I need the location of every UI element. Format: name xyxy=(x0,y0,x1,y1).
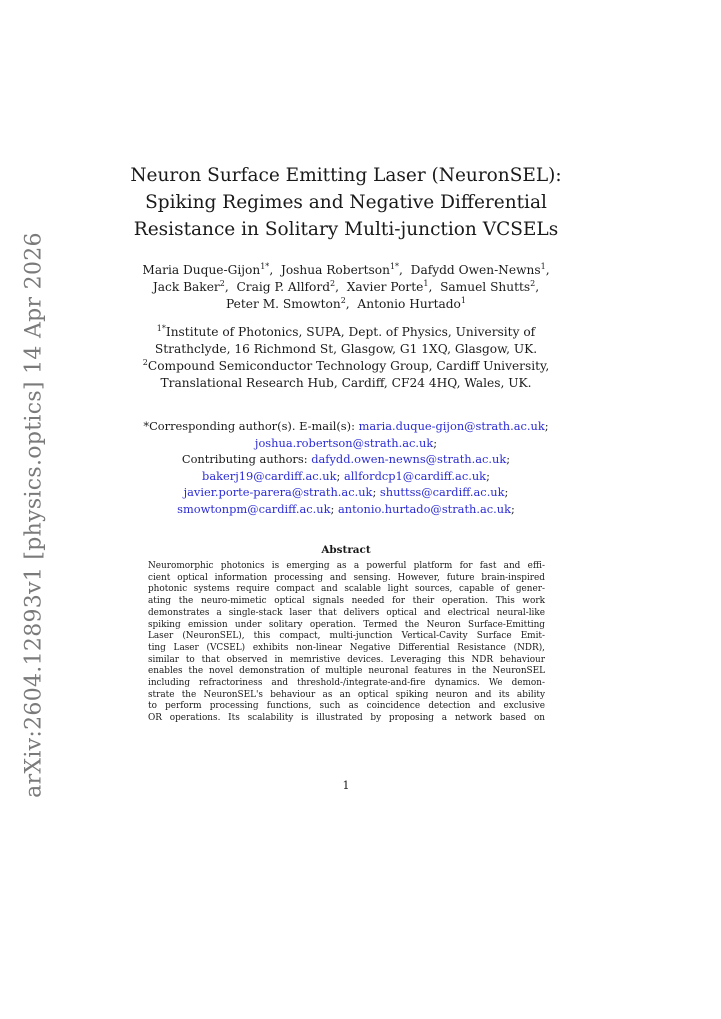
author-affil-mark: 1 xyxy=(460,295,466,305)
author-affil-mark: 2 xyxy=(219,278,225,288)
author-name: Jack Baker xyxy=(152,280,220,294)
abstract-line: Neuromorphic photonics is emerging as a powerful platform for fast and effi- xyxy=(148,561,545,571)
author-line: Maria Duque-Gijon$^{1*}$, Joshua Robertson$^{1*}$, Dafydd Owen-Newns$^1$, xyxy=(142,261,550,277)
author-name: Dafydd Owen-Newns xyxy=(410,263,541,277)
author-name: Samuel Shutts xyxy=(440,280,531,294)
affiliations xyxy=(120,324,572,392)
affiliation-line xyxy=(120,358,572,375)
title-line: Resistance in Solitary Multi-junction VCSELs xyxy=(133,219,559,240)
email-link[interactable]: smowtonpm@cardiff.ac.uk xyxy=(177,501,331,516)
affiliation-text: Institute of Photonics, SUPA, Dept. of Physics, University of xyxy=(165,325,536,339)
email-line: javier.porte-parera@strath.ac.uk; shuttss@cardiff.ac.uk; xyxy=(183,485,509,499)
affiliation-line: Translational Research Hub, Cardiff, CF24 4HQ, Wales, UK. xyxy=(160,376,532,390)
abstract-line: to perform processing functions, such as coincidence detection and exclusive xyxy=(148,701,545,712)
email-link[interactable]: bakerj19@cardiff.ac.uk xyxy=(202,468,337,483)
email-link[interactable]: javier.porte-parera@strath.ac.uk xyxy=(183,485,373,499)
abstract-line: cient optical information processing and sensing. However, future brain-inspired xyxy=(148,572,545,583)
author-affil-mark: 1* xyxy=(260,261,270,271)
author-name: Xavier Porte xyxy=(346,280,424,294)
email-block xyxy=(110,418,582,517)
abstract-line: enables the novel demonstration of multiple neuronal features in the NeuronSEL xyxy=(148,666,545,677)
abstract-line: OR operations. Its scalability is illustrated by proposing a network based on xyxy=(148,713,545,724)
page-number: 1 xyxy=(342,779,350,792)
abstract-line: Laser (NeuronSEL), this compact, multi-junction Vertical-Cavity Surface Emit- xyxy=(148,631,545,642)
affiliation-line xyxy=(120,324,572,341)
author-name: Peter M. Smowton xyxy=(226,297,341,311)
abstract-line: demonstrates a single-stack laser that delivers optical and electrical neural-like xyxy=(148,607,545,618)
abstract-heading: Abstract xyxy=(321,544,371,556)
affiliation-text: Compound Semiconductor Technology Group, Cardiff University, xyxy=(147,359,550,373)
email-line: bakerj19@cardiff.ac.uk; allfordcp1@cardiff.ac.uk; xyxy=(202,468,490,483)
abstract-body xyxy=(148,561,545,725)
abstract-line: including refractoriness and threshold-/integrate-and-fire dynamics. We demon- xyxy=(148,678,545,689)
affiliation-line: Strathclyde, 16 Richmond St, Glasgow, G1 1XQ, Glasgow, UK. xyxy=(154,342,538,356)
email-link[interactable]: allfordcp1@cardiff.ac.uk xyxy=(344,468,487,483)
email-link[interactable]: shuttss@cardiff.ac.uk xyxy=(379,485,505,499)
author-affil-mark: 1* xyxy=(389,261,400,271)
author-name: Maria Duque-Gijon xyxy=(142,263,261,277)
title-line: Spiking Regimes and Negative Differential xyxy=(145,192,547,213)
author-affil-mark: 2 xyxy=(340,295,346,305)
email-link[interactable]: maria.duque-gijon@strath.ac.uk xyxy=(358,419,545,433)
email-link[interactable]: joshua.robertson@strath.ac.uk xyxy=(254,435,434,450)
author-line: Peter M. Smowton$^2$, Antonio Hurtado$^1$ xyxy=(226,295,466,311)
title-line: Neuron Surface Emitting Laser (NeuronSEL): xyxy=(130,165,562,186)
email-line: *Corresponding author(s). E-mail(s): maria.duque-gijon@strath.ac.uk; xyxy=(143,419,549,433)
paper-title xyxy=(120,162,572,243)
abstract-line: spiking emission under solitary operation. Termed the Neuron Surface-Emitting xyxy=(148,619,545,630)
email-line: smowtonpm@cardiff.ac.uk; antonio.hurtado@strath.ac.uk; xyxy=(177,501,515,516)
email-line: joshua.robertson@strath.ac.uk; xyxy=(254,435,438,450)
author-affil-mark: 1 xyxy=(423,278,429,288)
abstract-line: ating the neuro-mimetic optical signals needed for their operation. This work xyxy=(148,596,545,607)
email-line: Contributing authors: dafydd.owen-newns@strath.ac.uk; xyxy=(181,452,511,466)
author-affil-mark: 2 xyxy=(330,278,336,288)
arxiv-identifier: arXiv:2604.12893v1 [physics.optics] 14 Apr 2026 xyxy=(21,232,47,798)
author-name: Craig P. Allford xyxy=(236,280,330,294)
author-list xyxy=(110,262,582,313)
corresponding-label: *Corresponding author(s). E-mail(s): xyxy=(143,419,355,433)
affiliation-mark: 1* xyxy=(156,323,166,333)
author-line: Jack Baker$^2$, Craig P. Allford$^2$, Xavier Porte$^1$, Samuel Shutts$^2$, xyxy=(152,278,540,294)
author-affil-mark: 2 xyxy=(530,278,536,288)
author-name: Antonio Hurtado xyxy=(357,297,461,311)
abstract-line: ting Laser (VCSEL) exhibits non-linear Negative Differential Resistance (NDR), xyxy=(148,642,545,653)
abstract-line: strate the NeuronSEL's behaviour as an optical spiking neuron and its ability xyxy=(148,689,545,700)
abstract-line: similar to that observed in memristive devices. Leveraging this NDR behaviour xyxy=(148,654,545,665)
affiliation-mark: 2 xyxy=(142,357,148,367)
contributing-label: Contributing authors: xyxy=(181,452,308,466)
author-name: Joshua Robertson xyxy=(280,263,390,277)
email-link[interactable]: antonio.hurtado@strath.ac.uk xyxy=(337,501,512,516)
email-link[interactable]: dafydd.owen-newns@strath.ac.uk xyxy=(311,452,507,466)
author-affil-mark: 1 xyxy=(540,261,546,271)
abstract-line: photonic systems require compact and scalable light sources, capable of gener- xyxy=(148,584,545,595)
